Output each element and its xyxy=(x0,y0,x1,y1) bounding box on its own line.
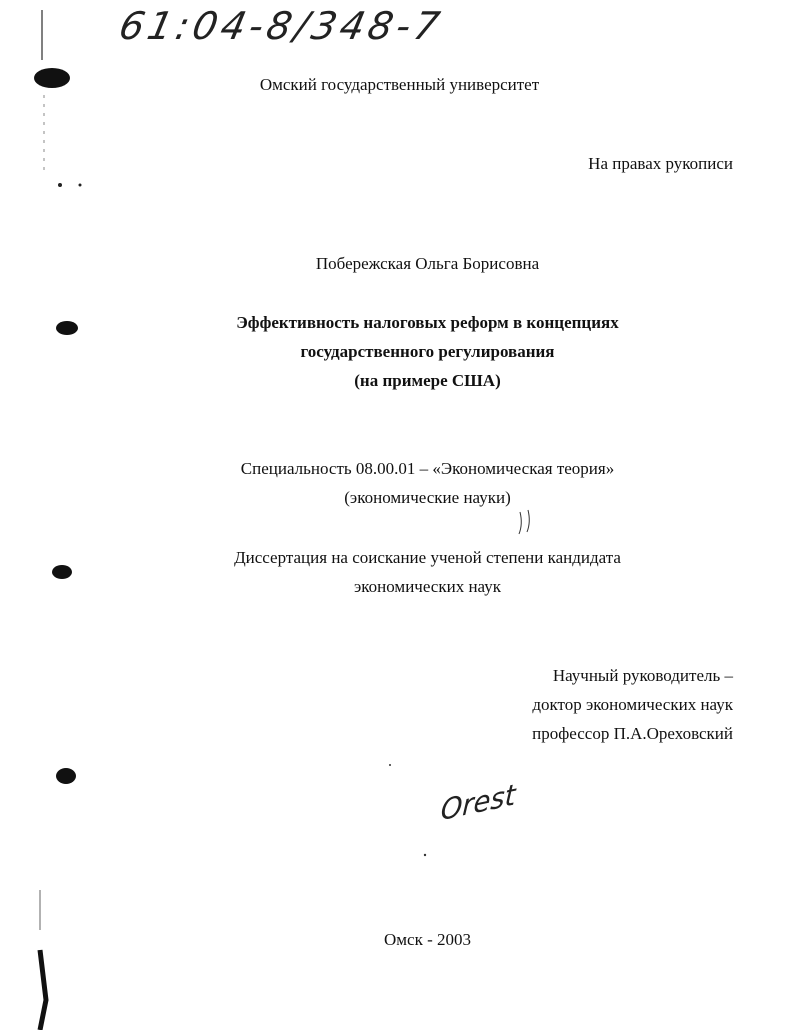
manuscript-note: На правах рукописи xyxy=(588,154,733,173)
scan-scribble xyxy=(519,510,529,534)
scan-dot xyxy=(424,854,426,856)
scan-dot xyxy=(58,183,62,187)
title-line-2: государственного регулирования xyxy=(300,342,555,361)
dissertation-line-1: Диссертация на соискание ученой степени кандидата xyxy=(234,548,621,567)
handwritten-signature: Orest xyxy=(439,777,517,828)
title-line-1: Эффективность налоговых реформ в концепциях xyxy=(236,313,619,332)
supervisor-line-3: профессор П.А.Ореховский xyxy=(532,724,733,743)
dissertation-line-2: экономических наук xyxy=(353,577,502,596)
university-name: Омский государственный университет xyxy=(259,75,540,94)
archive-code-handwritten: 61:04-8/348-7 xyxy=(115,4,448,48)
scan-dot xyxy=(79,184,82,187)
city-year: Омск - 2003 xyxy=(383,930,471,949)
specialty: Специальность 08.00.01 – «Экономическая теория» xyxy=(240,459,615,478)
title-line-3: (на примере США) xyxy=(354,371,501,390)
scan-edge-line xyxy=(40,950,46,1030)
punch-hole-mark xyxy=(56,768,76,784)
author-name: Побережская Ольга Борисовна xyxy=(315,254,540,273)
supervisor-line-2: доктор экономических наук xyxy=(532,695,733,714)
scan-dot xyxy=(389,764,391,766)
supervisor-line-1: Научный руководитель – xyxy=(552,666,733,685)
specialty-field: (экономические науки) xyxy=(344,488,511,507)
